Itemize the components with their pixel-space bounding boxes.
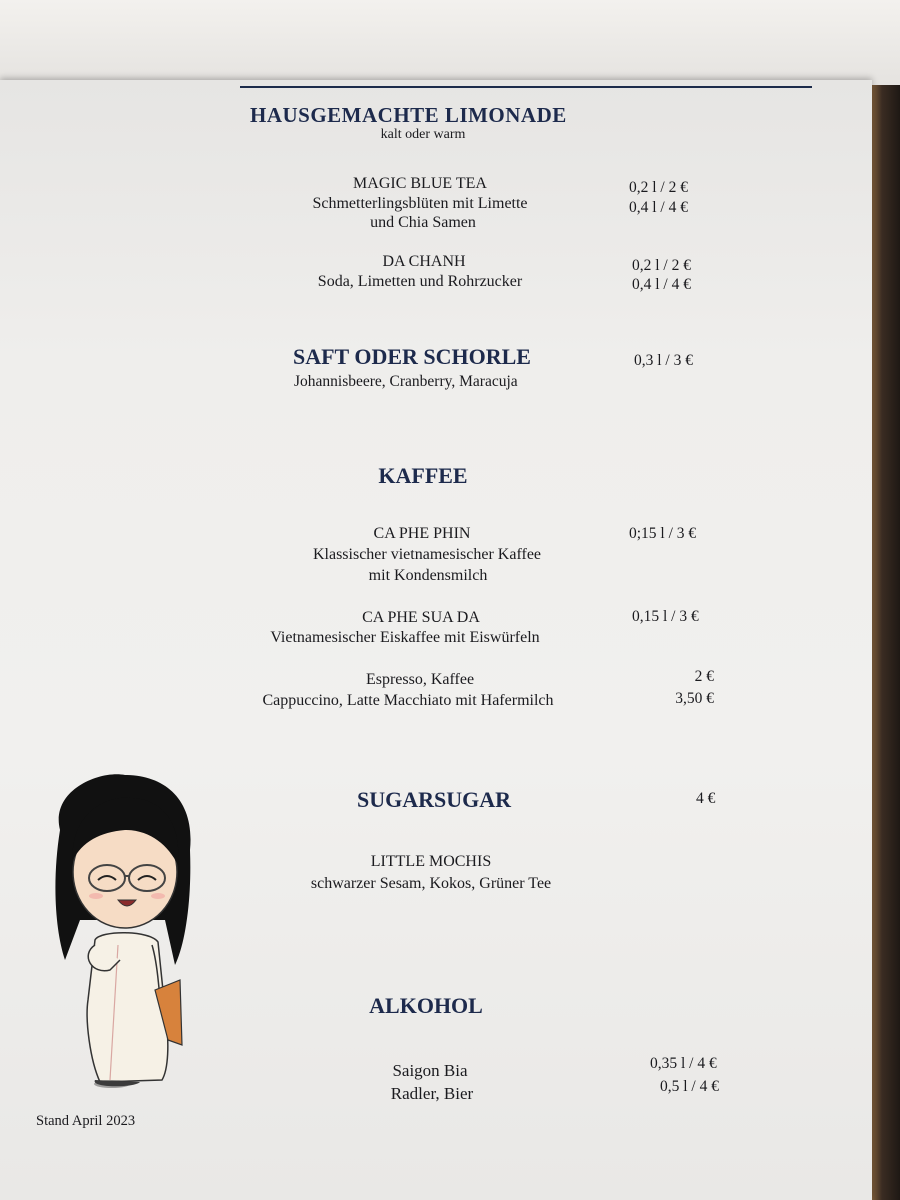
mascot-illustration	[40, 770, 210, 1100]
price-saigon-bia: 0,35 l / 4 €	[650, 1055, 717, 1072]
item-cappuccino-latte: Cappuccino, Latte Macchiato mit Hafermilch	[262, 692, 554, 709]
price-magic-blue-tea-large: 0,4 l / 4 €	[629, 199, 688, 216]
item-desc-ca-phe-sua-da: Vietnamesischer Eiskaffee mit Eiswürfeln	[270, 629, 540, 646]
section-title-sugarsugar: SUGARSUGAR	[356, 787, 512, 812]
item-desc2-ca-phe-phin: mit Kondensmilch	[368, 567, 488, 584]
price-ca-phe-sua-da: 0,15 l / 3 €	[632, 608, 699, 625]
item-desc-da-chanh: Soda, Limetten und Rohrzucker	[317, 273, 523, 290]
item-desc-magic-blue-tea: Schmetterlingsblüten mit Limette	[312, 195, 528, 212]
price-magic-blue-tea-small: 0,2 l / 2 €	[629, 179, 688, 196]
item-saigon-bia: Saigon Bia	[392, 1061, 468, 1080]
price-saft: 0,3 l / 3 €	[634, 352, 693, 369]
item-desc2-magic-blue-tea: und Chia Samen	[370, 214, 476, 231]
footer-date: Stand April 2023	[36, 1113, 136, 1129]
price-da-chanh-small: 0,2 l / 2 €	[632, 257, 691, 274]
background-top	[0, 0, 900, 90]
top-divider	[240, 86, 812, 88]
price-ca-phe-phin: 0;15 l / 3 €	[629, 525, 697, 542]
price-espresso: 2 €	[694, 668, 714, 685]
price-sugarsugar: 4 €	[696, 790, 716, 807]
section-title-alkohol: ALKOHOL	[369, 993, 483, 1018]
price-da-chanh-large: 0,4 l / 4 €	[632, 276, 691, 293]
item-radler-bier: Radler, Bier	[390, 1084, 474, 1103]
section-title-saft: SAFT ODER SCHORLE	[293, 344, 531, 369]
item-name-magic-blue-tea: MAGIC BLUE TEA	[353, 175, 487, 192]
item-name-ca-phe-phin: CA PHE PHIN	[373, 525, 471, 542]
price-radler-bier: 0,5 l / 4 €	[660, 1078, 719, 1095]
item-name-little-mochis: LITTLE MOCHIS	[370, 853, 492, 870]
item-desc-little-mochis: schwarzer Sesam, Kokos, Grüner Tee	[310, 875, 552, 892]
price-cappuccino: 3,50 €	[675, 690, 714, 707]
item-name-da-chanh: DA CHANH	[382, 253, 466, 270]
item-espresso-kaffee: Espresso, Kaffee	[365, 671, 475, 688]
section-title-limonade: HAUSGEMACHTE LIMONADE	[250, 103, 567, 127]
item-desc-ca-phe-phin: Klassischer vietnamesischer Kaffee	[312, 546, 542, 563]
section-title-kaffee: KAFFEE	[378, 463, 468, 488]
item-desc-saft: Johannisbeere, Cranberry, Maracuja	[294, 373, 518, 390]
item-name-ca-phe-sua-da: CA PHE SUA DA	[362, 609, 480, 626]
section-subtitle-limonade: kalt oder warm	[380, 127, 466, 142]
